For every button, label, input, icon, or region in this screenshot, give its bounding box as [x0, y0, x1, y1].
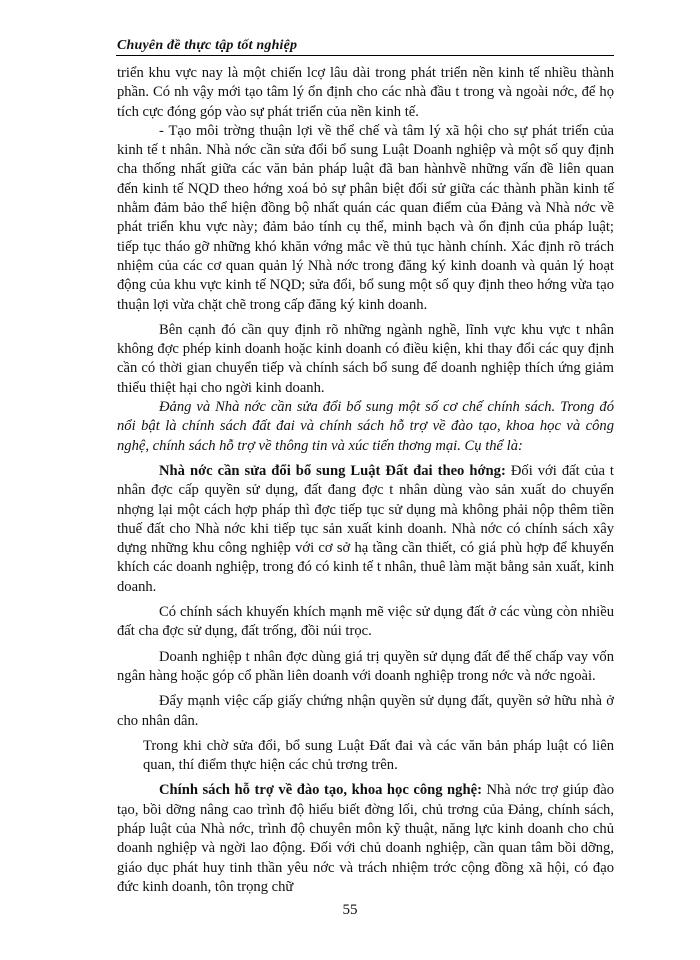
paragraph-land-certificates: Đẩy mạnh việc cấp giấy chứng nhận quyền sử dụng đất, quyền sở hữu nhà ở cho nhân dân. — [117, 693, 614, 729]
paragraph-unused-land: Có chính sách khuyến khích mạnh mẽ việc sử dụng đất ở các vùng còn nhiều đất cha đợc sử dụng, đất trống, đồi núi trọc. — [117, 604, 614, 640]
page-number: 55 — [342, 902, 358, 918]
paragraph-policy-intro: Đảng và Nhà nớc cần sửa đổi bổ sung một số cơ chế chính sách. Trong đó nổi bật là chính sách đất đai và chính sách hỗ trợ về đào tạo, khoa học và công nghệ, chính sách hỗ trợ về thông tin và xúc tiến thơng mại. Cụ thể là: — [117, 399, 614, 454]
paragraph-training — [117, 781, 614, 897]
paragraph-pilot: Trong khi chờ sửa đổi, bổ sung Luật Đất đai và các văn bản pháp luật có liên quan, thí điểm thực hiện các chủ trơng trên. — [143, 737, 614, 774]
paragraph-land-mortgage: Doanh nghiệp t nhân đợc dùng giá trị quyền sử dụng đất để thế chấp vay vốn ngân hàng hoặc góp cổ phần liên doanh với doanh nghiệp trong nớc và nớc ngoài. — [117, 648, 614, 684]
body-text — [117, 64, 614, 897]
paragraph-land-law — [117, 462, 614, 597]
training-heading: Chính sách hỗ trợ về đào tạo, khoa học công nghệ: — [159, 782, 482, 799]
header-title: Chuyên đề thực tập tốt nghiệp — [117, 38, 298, 53]
paragraph-environment: - Tạo môi trờng thuận lợi về thể chế và tâm lý xã hội cho sự phát triển của kinh tế t nhân. Nhà nớc cần sửa đổi bổ sung Luật Doanh nghiệp và một số quy định cha thống nhất giữa các văn bản pháp luật đã ban hànhvề những vấn đề liên quan đến kinh tế NQD theo hớng xoá bỏ sự phân biệt đối sử giữa các thành phần kinh tế nhằm đảm bảo thể hiện đồng bộ nhất quán các quan điểm của Đảng và Nhà nớc về phát triển khu vực này; đảm bảo tính cụ thể, minh bạch và ổn định của pháp luật; tiếp tục tháo gỡ những khó khăn vớng mắc về thủ tục hành chính. Xác định rõ trách nhiệm của các cơ quan quản lý Nhà nớc trong đăng ký kinh doanh và quản lý hoạt động của khu vực kinh tế NQD; sửa đổi, bổ sung một số quy định theo hớng vừa tạo thuận lợi vừa chặt chẽ trong cấp đăng ký kinh doanh. — [117, 122, 614, 313]
land-law-text: Đối với đất của t nhân đợc cấp quyền sử dụng, đất đang đợc t nhân dùng vào sản xuất do chuyển nhợng lại một cách hợp pháp thì đợc tiếp tục sử dụng mà không phải nộp thêm tiền thuế đất cho Nhà nớc khi tiếp tục sản xuất kinh doanh. Nhà nớc có chính sách xây dựng những khu công nghiệp với cơ sở hạ tầng cần thiết, có giá phù hợp để khuyến khích các doanh nghiệp, trong đó có kinh tế t nhân, thuê làm mặt bằng sản xuất, kinh doanh. — [117, 462, 614, 595]
paragraph-regulations: Bên cạnh đó cần quy định rõ những ngành nghề, lĩnh vực khu vực t nhân không đợc phép kinh doanh hoặc kinh doanh có điều kiện, khi thay đổi các quy định cần có thời gian chuyển tiếp và chính sách bổ sung để doanh nghiệp thích ứng giảm thiểu thiệt hại cho ngời kinh doanh. — [117, 321, 614, 396]
header-rule — [116, 55, 614, 56]
training-text: Nhà nớc trợ giúp đào tạo, bồi dỡng nâng cao trình độ hiểu biết đờng lối, chủ trơng của Đảng, chính sách, pháp luật của Nhà nớc, trình độ chuyên môn kỹ thuật, năng lực kinh doanh cho chủ doanh nghiệp và ngời lao động. Đối với chủ doanh nghiệp, cần quan tâm bồi dỡng, giáo dục phát huy tinh thần yêu nớc và trách nhiệm trớc cộng đồng xã hội, có đạo đức kinh doanh, tôn trọng chữ — [117, 782, 615, 895]
land-law-heading: Nhà nớc cần sửa đổi bổ sung Luật Đất đai theo hớng: — [159, 462, 506, 479]
paragraph-continuation: triển khu vực nay là một chiến lcợ lâu dài trong phát triển nền kinh tế nhiều thành phần. Có nh vậy mới tạo tâm lý ổn định cho các nhà đầu t trong và ngoài nớc, để họ tích cực đóng góp vào sự phát triển của nền kinh tế. — [117, 65, 614, 120]
